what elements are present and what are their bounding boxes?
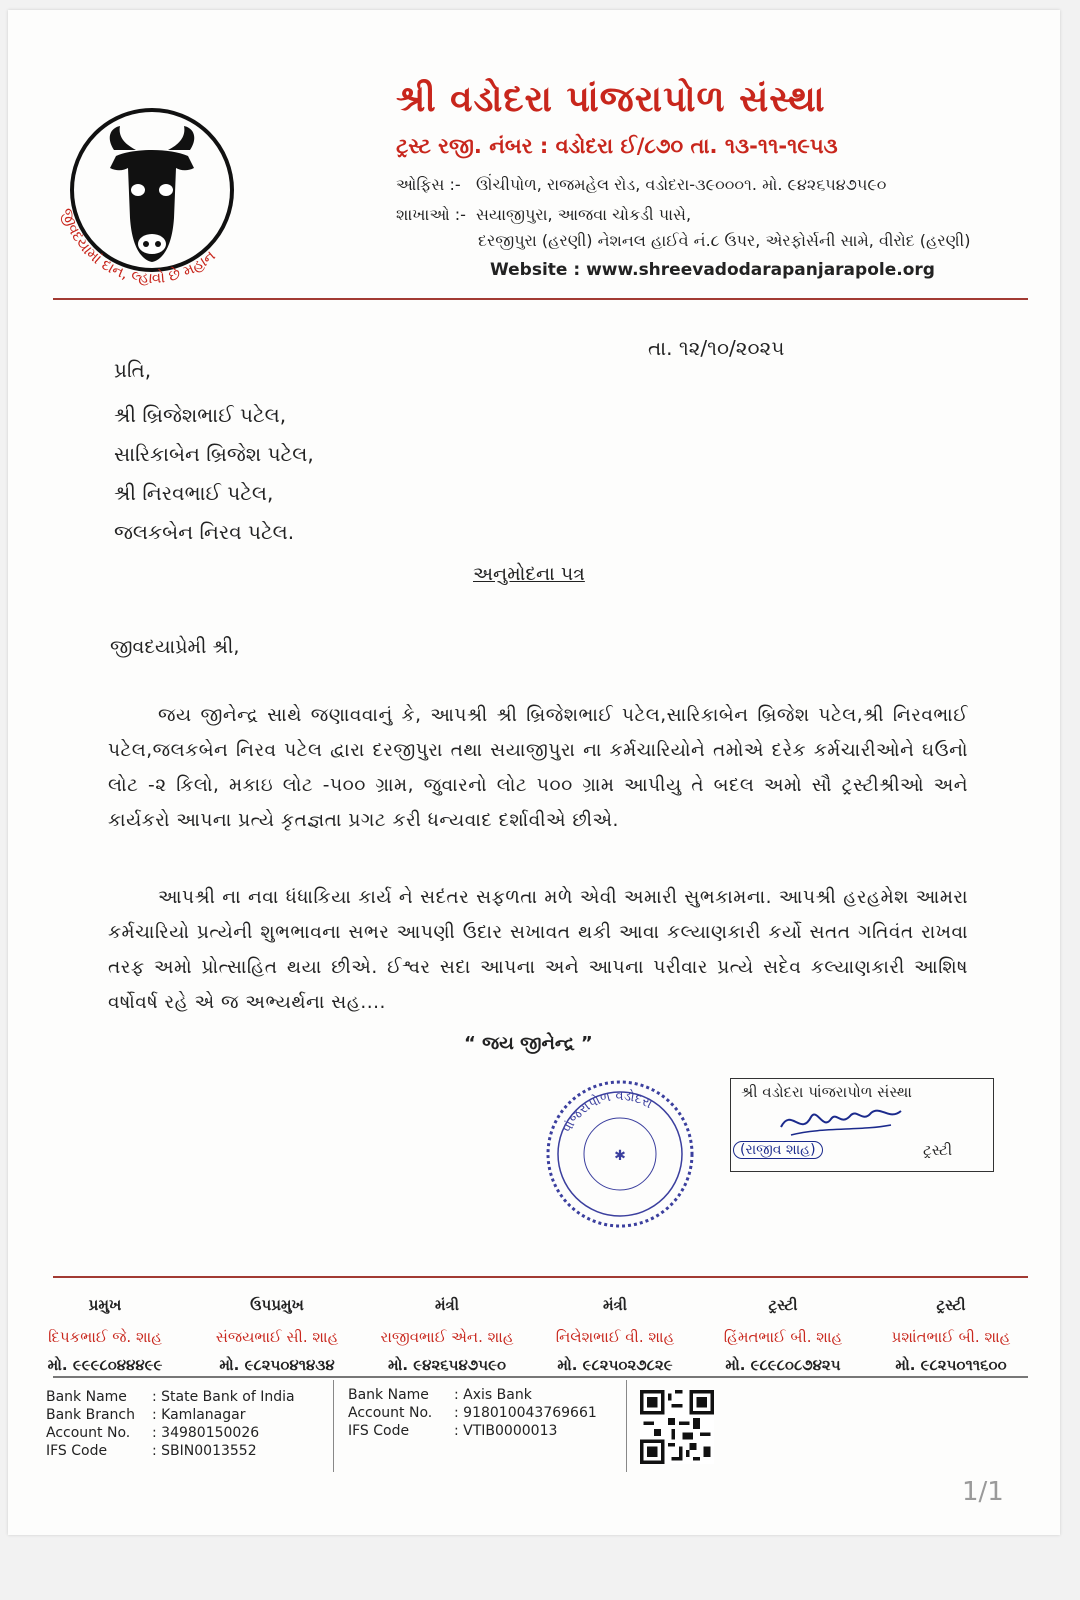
- trustee-name: હિંમતભાઈ બી. શાહ: [723, 1328, 843, 1346]
- bank-details-axis: [348, 1386, 597, 1440]
- trustee-phone: મો. ૯૮૯૮૦૮૭૪૨૫: [725, 1356, 841, 1374]
- signature-box: [730, 1078, 994, 1172]
- footer-divider-bottom: [53, 1376, 1028, 1378]
- trustee-name: દિપકભાઈ જે. શાહ: [48, 1328, 162, 1346]
- bank1-name-label: Bank Name: [46, 1389, 127, 1405]
- letter-subject: અનુમોદના પત્ર: [473, 563, 585, 585]
- cow-logo: [44, 98, 274, 298]
- salutation: જીવદયાપ્રેમી શ્રી,: [110, 636, 240, 658]
- bank1-branch-label: Bank Branch: [46, 1407, 135, 1423]
- bank1-account: : 34980150026: [152, 1425, 260, 1441]
- closing-greeting: “ જય જીનેન્દ્ર ”: [464, 1033, 593, 1054]
- paragraph-2-text: આપશ્રી ના નવા ધંધાકિયા કાર્ય ને સદંતર સફળતા મળે એવી અમારી સુભકામના. આપશ્રી હરહમેશ આમરા કર્મચારિયો પ્રત્યેની શુભભાવના સભર આપણી ઉદાર સખાવત થકી આવા કલ્યાણકારી કર્યો સતત ગતિવંત રાખવા તરફ અમો પ્રોત્સાહિત થયા છીએ. ઈશ્વર સદા આપના અને આપના પરીવાર પ્રત્યે સદેવ કલ્યાણકારી આશિષ વર્ષોવર્ષ રહે એ જ અભ્યર્થના સહ....: [108, 887, 968, 1013]
- office-text: ઊંચીપોળ, રાજમહેલ રોડ, વડોદરા-૩૯૦૦૦૧. મો. ૯૪૨૬૫૪૭૫૯૦: [476, 175, 887, 194]
- header-divider: [53, 298, 1028, 300]
- branch1-text: સયાજીપુરા, આજવા ચોકડી પાસે,: [476, 205, 692, 224]
- bank1-ifs-label: IFS Code: [46, 1443, 108, 1459]
- bank1-account-label: Account No.: [46, 1425, 131, 1441]
- trustee-role: ટ્રસ્ટી: [768, 1296, 798, 1314]
- branch-address-1: [396, 205, 691, 225]
- recipient-2: સારિકાબેન બ્રિજેશ પટેલ,: [114, 442, 314, 466]
- page-indicator: 1/1: [962, 1477, 1004, 1507]
- trustee-role: પ્રમુખ: [88, 1296, 122, 1314]
- letter-date: તા. ૧૨/૧૦/૨૦૨૫: [648, 336, 785, 360]
- stamp-text: પાંજરાપોળ વડોદરા: [559, 1088, 655, 1136]
- org-title: શ્રી વડોદરા પાંજરાપોળ સંસ્થા: [396, 78, 826, 120]
- trustee-6: [866, 1296, 1036, 1374]
- bank-divider-1: [333, 1380, 334, 1472]
- office-address: [396, 175, 886, 195]
- bank-divider-2: [626, 1380, 627, 1472]
- trustee-role: મંત્રી: [602, 1296, 628, 1314]
- logo-slogan: જીવદયામાં દાન, લ્હાવો છે મહાન: [57, 205, 219, 288]
- bank1-ifs: : SBIN0013552: [152, 1443, 257, 1459]
- recipient-3: શ્રી નિરવભાઈ પટેલ,: [114, 481, 274, 505]
- bank2-name: : Axis Bank: [454, 1387, 532, 1403]
- svg-text:પાંજરાપોળ વડોદરા: [560, 1088, 655, 1136]
- trustee-role: ઉપપ્રમુખ: [250, 1296, 304, 1314]
- website-link[interactable]: Website : www.shreevadodarapanjarapole.org: [490, 260, 935, 280]
- branches-label: શાખાઓ :-: [396, 205, 466, 224]
- bank2-ifs: : VTIB0000013: [454, 1423, 558, 1439]
- body-paragraph-2: [108, 880, 968, 1020]
- qr-code[interactable]: [640, 1390, 714, 1464]
- svg-text:✱: ✱: [614, 1148, 626, 1164]
- registration-line: ટ્રસ્ટ રજી. નંબર : વડોદરા ઈ/૮૭૦ તા. ૧૩-૧૧-૧૯૫૩: [396, 134, 838, 158]
- bank2-account-label: Account No.: [348, 1405, 433, 1421]
- recipient-4: જલકબેન નિરવ પટેલ.: [114, 520, 295, 544]
- trustee-name: રાજીવભાઈ એન. શાહ: [380, 1328, 514, 1346]
- bank2-ifs-label: IFS Code: [348, 1423, 410, 1439]
- trustee-5: [698, 1296, 868, 1374]
- bank-details-sbi: [46, 1388, 295, 1460]
- organization-stamp: [540, 1072, 700, 1242]
- signatory-role: ટ્રસ્ટી: [923, 1141, 953, 1159]
- bank2-account: : 918010043769661: [454, 1405, 597, 1421]
- trustee-3: [362, 1296, 532, 1374]
- signatory-name: (રાજીવ શાહ): [733, 1141, 823, 1159]
- trustee-phone: મો. ૯૮૨૫૦૪૧૪૩૪: [219, 1356, 335, 1374]
- signature-org: શ્રી વડોદરા પાંજરાપોળ સંસ્થા: [741, 1083, 912, 1101]
- bank1-branch: : Kamlanagar: [152, 1407, 246, 1423]
- trustee-phone: મો. ૯૯૯૮૦૪૪૪૯૯: [47, 1356, 163, 1374]
- to-prefix: પ્રતિ,: [114, 358, 152, 382]
- signature-scrawl: [771, 1097, 921, 1147]
- trustee-phone: મો. ૯૮૨૫૦૧૧૬૦૦: [895, 1356, 1007, 1374]
- paragraph-1-text: જય જીનેન્દ્ર સાથે જણાવવાનું કે, આપશ્રી શ્રી બ્રિજેશભાઈ પટેલ,સારિકાબેન બ્રિજેશ પટેલ,શ્રી નિરવભાઈ પટેલ,જલકબેન નિરવ પટેલ દ્વારા દરજીપુરા તથા સયાજીપુરા ના કર્મચારિયોને તમોએ દરેક કર્મચારીઓને ઘઉનો લોટ -૨ કિલો, મકાઇ લોટ -૫૦૦ ગ્રામ, જુવારનો લોટ ૫૦૦ ગ્રામ આપીયુ તે બદલ અમો સૌ ટ્રસ્ટીશ્રીઓ અને કાર્યકરો આપના પ્રત્યે કૃતજ્ઞતા પ્રગટ કરી ધન્યવાદ દર્શાવીએ છીએ.: [108, 705, 968, 831]
- trustee-2: [192, 1296, 362, 1374]
- trustee-name: સંજયભાઈ સી. શાહ: [215, 1328, 339, 1346]
- branch-address-2: દરજીપુરા (હરણી) નેશનલ હાઈવે નં.૮ ઉપર, એરફોર્સની સામે, વીરોદ (હરણી): [478, 231, 971, 250]
- office-label: ઓફિસ :-: [396, 175, 461, 194]
- trustee-name: પ્રશાંતભાઈ બી. શાહ: [891, 1328, 1011, 1346]
- trustee-name: નિલેશભાઈ વી. શાહ: [555, 1328, 675, 1346]
- trustee-1: [20, 1296, 190, 1374]
- trustee-role: મંત્રી: [434, 1296, 460, 1314]
- trustee-phone: મો. ૯૪૨૬૫૪૭૫૯૦: [388, 1356, 506, 1374]
- recipient-1: શ્રી બ્રિજેશભાઈ પટેલ,: [114, 403, 287, 427]
- letter-page: [8, 10, 1060, 1535]
- body-paragraph-1: [108, 698, 968, 838]
- trustee-4: [530, 1296, 700, 1374]
- bank1-name: : State Bank of India: [152, 1389, 295, 1405]
- trustee-role: ટ્રસ્ટી: [936, 1296, 966, 1314]
- bank2-name-label: Bank Name: [348, 1387, 429, 1403]
- footer-divider-top: [53, 1276, 1028, 1278]
- trustee-phone: મો. ૯૮૨૫૦૨૭૮૨૯: [557, 1356, 673, 1374]
